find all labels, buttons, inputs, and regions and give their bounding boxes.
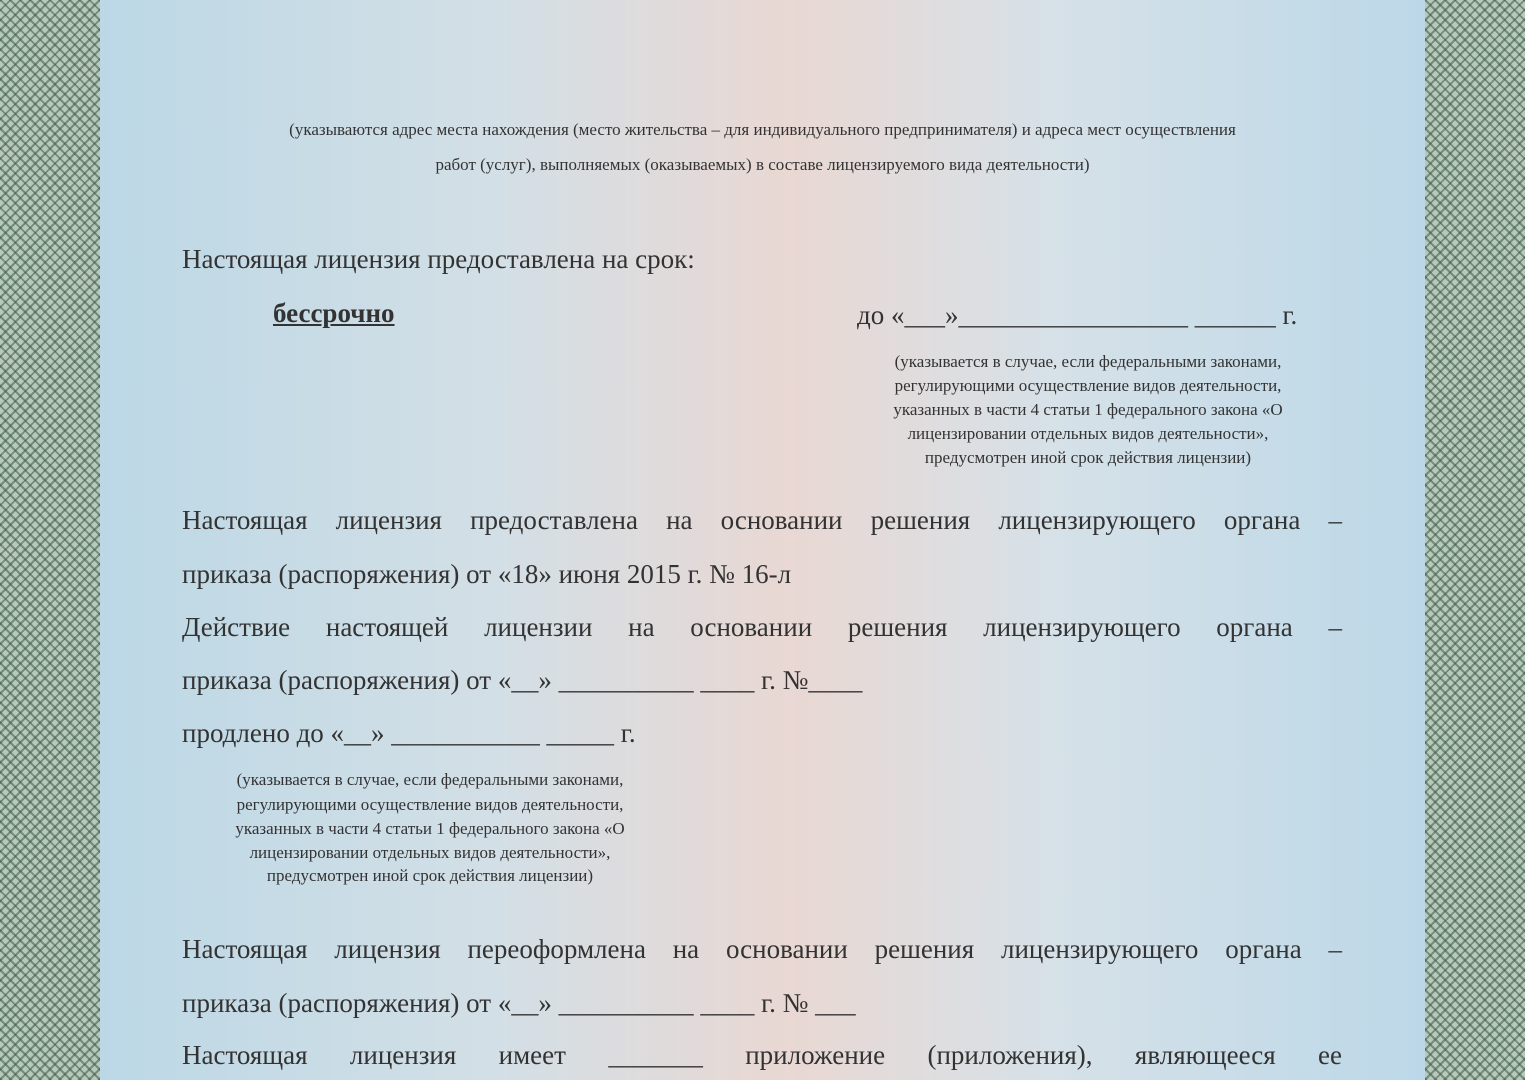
- term-note-line: (указывается в случае, если федеральными законами,: [894, 352, 1282, 371]
- term-note-line: лицензировании отдельных видов деятельности»,: [907, 424, 1269, 443]
- term-note-line: предусмотрен иной срок действия лицензии): [924, 448, 1252, 467]
- guilloche-border-left: [0, 0, 110, 1080]
- extension-line1: Действие настоящей лицензии на основании решения лицензирующего органа –: [182, 612, 1342, 642]
- extension-line3: продлено до «__» ___________ _____ г.: [182, 718, 636, 748]
- guilloche-border-right: [1415, 0, 1525, 1080]
- term-note-line: регулирующими осуществление видов деятельности,: [894, 376, 1282, 395]
- basis-line2: приказа (распоряжения) от «18» июня 2015 г. № 16-л: [182, 559, 792, 589]
- extension-note-line: предусмотрен иной срок действия лицензии): [266, 866, 594, 885]
- appendix-line1: Настоящая лицензия имеет _______ приложение (приложения), являющееся ее: [182, 1040, 1342, 1070]
- term-value: бессрочно: [273, 298, 395, 328]
- extension-line2: приказа (распоряжения) от «__» __________ ____ г. №____: [182, 665, 863, 695]
- basis-line1: Настоящая лицензия предоставлена на основании решения лицензирующего органа –: [182, 505, 1342, 535]
- reissue-line2: приказа (распоряжения) от «__» __________ ____ г. № ___: [182, 988, 856, 1018]
- extension-note-line: лицензировании отдельных видов деятельности»,: [249, 843, 611, 862]
- term-until: до «___»_________________ ______ г.: [857, 300, 1298, 330]
- term-heading: Настоящая лицензия предоставлена на срок:: [182, 244, 695, 274]
- extension-note-line: регулирующими осуществление видов деятельности,: [236, 795, 624, 814]
- license-page: [100, 0, 1425, 1080]
- extension-note-line: указанных в части 4 статьи 1 федерального закона «О: [235, 819, 625, 838]
- address-note-line2: работ (услуг), выполняемых (оказываемых) в составе лицензируемого вида деятельности): [435, 155, 1090, 174]
- reissue-line1: Настоящая лицензия переоформлена на основании решения лицензирующего органа –: [182, 934, 1342, 964]
- term-note-line: указанных в части 4 статьи 1 федерального закона «О: [893, 400, 1283, 419]
- address-note-line1: (указываются адрес места нахождения (место жительства – для индивидуального предпринимателя) и адреса мест осуществления: [289, 120, 1236, 139]
- extension-note-line: (указывается в случае, если федеральными законами,: [236, 770, 624, 789]
